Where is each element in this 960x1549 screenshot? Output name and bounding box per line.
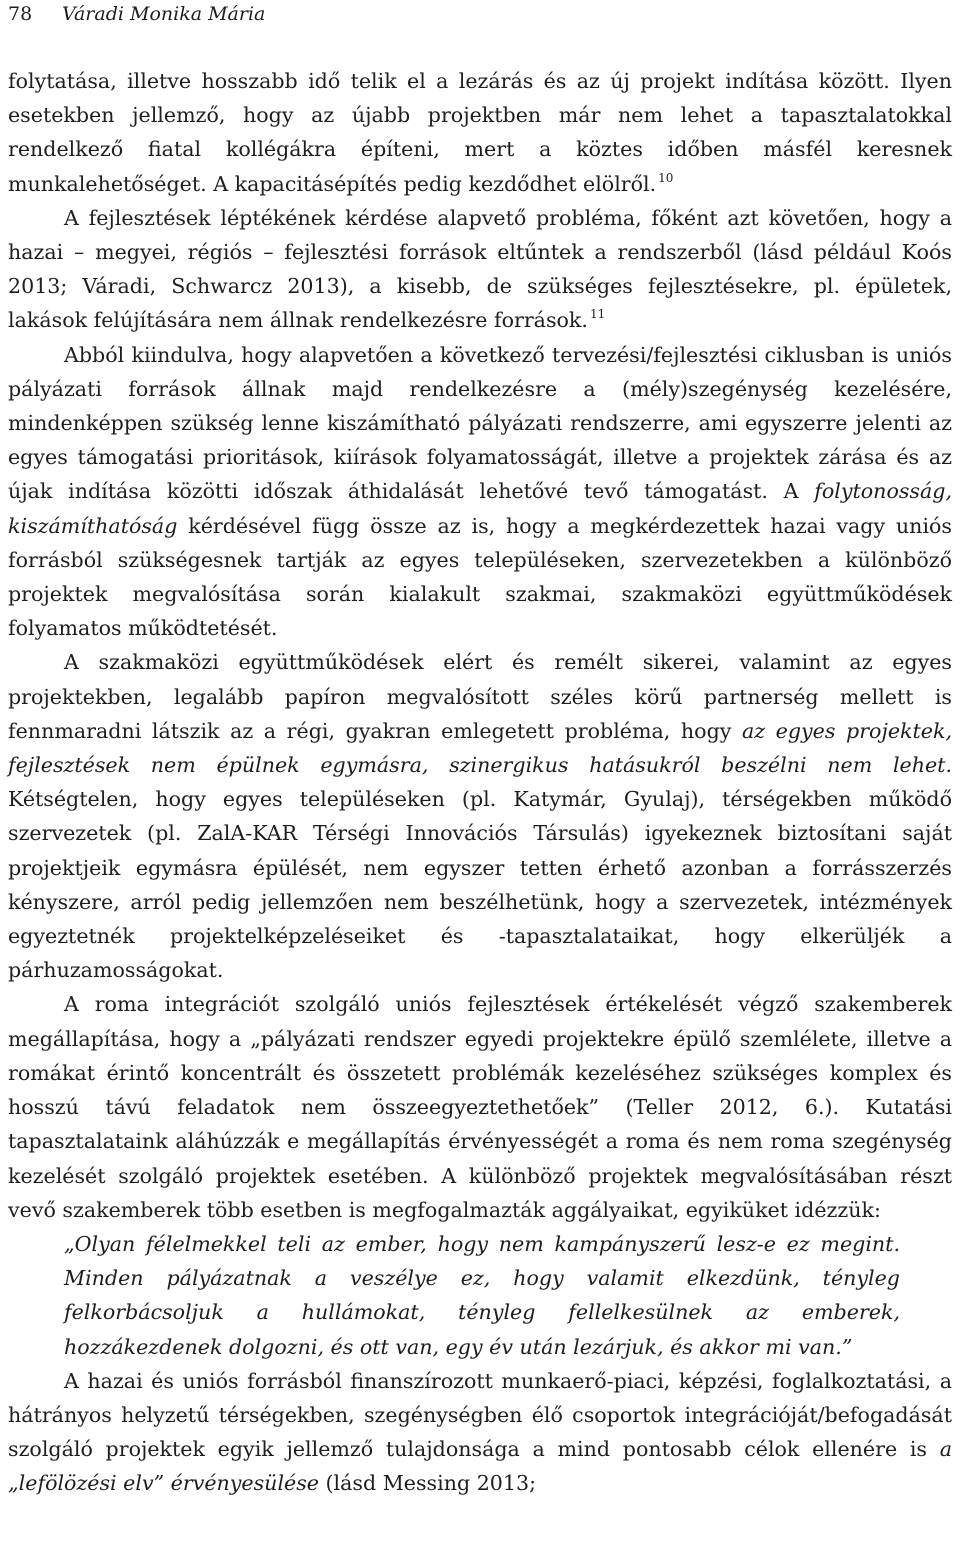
paragraph-4-text-end: Kétségtelen, hogy egyes településeken (pl. Katymár, Gyulaj), térségekben működő szervezetek (pl. ZalA-KAR Térségi Innovációs Társulás) igyekeznek biztosítani saját projektjeik egymásra épülését, nem egyszer tetten érhető azonban a forrásszerzés kényszere, arról pedig jellemzően nem beszélhetünk, hogy a szervezetek, intézmények egyeztetnék projektelképzeléseiket és -tapasztalataikat, hogy elkerüljék a párhuzamosságokat. [8,787,952,983]
paragraph-2 [8,201,952,338]
footnote-ref-10[interactable]: 10 [658,170,674,185]
interview-quote: „Olyan félelmekkel teli az ember, hogy nem kampányszerű lesz-e ez megint. Minden pályázatnak a veszélye ez, hogy valamit elkezdünk, tényleg felkorbácsoljuk a hullámokat, tényleg fellelkesülnek az emberek, hozzákezdenek dolgozni, és ott van, egy év után lezárjuk, és akkor mi van.” [64,1231,900,1359]
paragraph-6-text-end: (lásd Messing 2013; [318,1471,537,1496]
document-page [8,0,952,1496]
paragraph-4-emphasis: az egyes projektek, fejlesztések nem épülnek egymásra, szinergikus hatásukról beszélni nem lehet. [8,718,952,778]
body-text [8,64,952,1501]
page-number: 78 [8,3,33,25]
paragraph-3-text-end: kérdésével függ össze az is, hogy a megkérdezettek hazai vagy uniós forrásból szükségesnek tartják az egyes településeken, szervezetekben a különböző projektek megvalósítása során kialakult szakmai, szakmaközi együttműködések folyamatos működtetését. [8,513,952,641]
paragraph-3-emphasis: folytonosság, kiszámíthatóság [8,479,952,538]
paragraph-5-text: A roma integrációt szolgáló uniós fejlesztések értékelését végző szakemberek megállapítása, hogy a „pályázati rendszer egyedi projektekre épülő szemlélete, illetve a romákat érintő koncentrált és összetett problémák kezeléséhez szükséges komplex és hosszú távú feladatok nem összeegyeztethetőek” (Teller 2012, 6.). Kutatási tapasztalataink aláhúzzák e megállapítás érvényességét a roma és nem roma szegénység kezelését szolgáló projektek esetében. A különböző projektek megvalósításában részt vevő szakemberek több esetben is megfogalmazták aggályaikat, egyiküket idézzük: [8,992,952,1222]
paragraph-6-text-start: A hazai és uniós forrásból finanszírozott munkaerő-piaci, képzési, foglalkoztatási, a hátrányos helyzetű térségekben, szegénységben élő csoportok integrációját/befogadását szolgáló projektek egyik jellemző tulajdonsága a mind pontosabb célok ellenére is [8,1368,952,1462]
running-head [8,0,952,28]
paragraph-4-text-start: A szakmaközi együttműködések elért és remélt sikerei, valamint az egyes projektekben, legalább papíron megvalósított széles körű partnerség mellett is fennmaradni látszik az a régi, gyakran emlegetett probléma, hogy [8,650,952,743]
paragraph-4 [8,645,952,987]
paragraph-3 [8,338,952,646]
paragraph-1 [8,64,952,201]
paragraph-6 [8,1364,952,1501]
footnote-ref-11[interactable]: 11 [589,307,606,322]
author-name: Váradi Monika Mária [62,3,266,25]
paragraph-1-text: folytatása, illetve hosszabb idő telik el a lezárás és az új projekt indítása között. Ilyen esetekben jellemző, hogy az újabb projektben már nem lehet a tapasztalatokkal rendelkező fiatal kollégákra építeni, mert a köztes időben másfél keresnek munkalehetőséget. A kapacitásépítés pedig kezdődhet elölről. [8,69,952,196]
paragraph-6-emphasis: a „lefölözési elv” érvényesülése [8,1437,952,1496]
paragraph-5 [8,987,952,1226]
paragraph-2-text: A fejlesztések léptékének kérdése alapvető probléma, főként azt követően, hogy a hazai – megyei, régiós – fejlesztési források eltűntek a rendszerből (lásd például Koós 2013; Váradi, Schwarcz 2013), a kisebb, de szükséges fejlesztésekre, pl. épületek, lakások felújítására nem állnak rendelkezésre források. [8,205,952,333]
paragraph-3-text-start: Abból kiindulva, hogy alapvetően a következő tervezési/fejlesztési ciklusban is uniós pályázati források állnak majd rendelkezésre a (mély)szegénység kezelésére, mindenképpen szükség lenne kiszámítható pályázati rendszerre, ami egyszerre jelenti az egyes támogatási prioritások, kiírások folyamatosságát, illetve a projektek zárása és az újak indítása közötti időszak áthidalását lehetővé tevő támogatást. A [8,342,952,504]
